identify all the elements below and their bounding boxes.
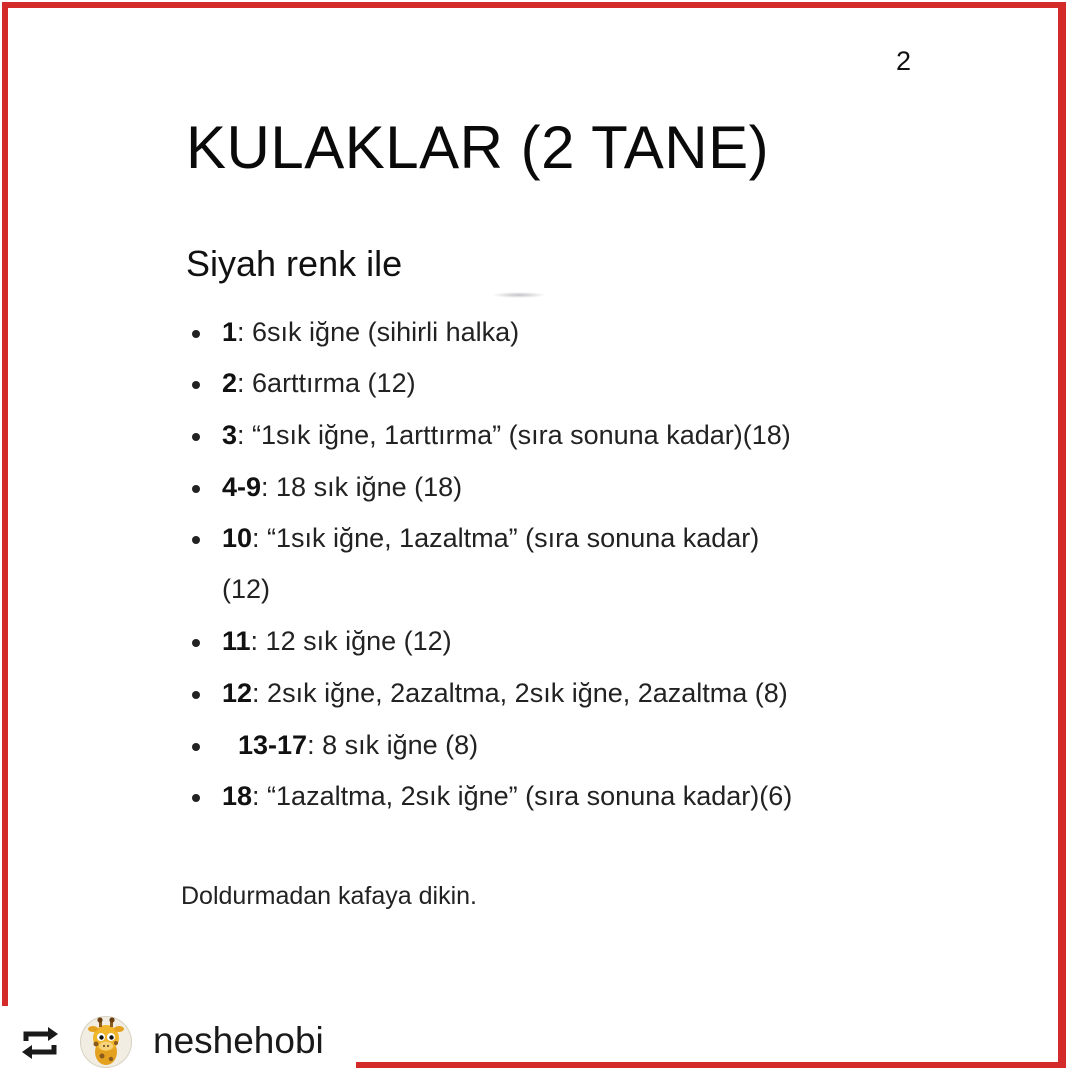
page-number: 2 xyxy=(896,46,912,76)
bullet-icon xyxy=(192,330,200,338)
bullet-icon xyxy=(192,485,200,493)
bullet-icon xyxy=(192,639,200,647)
step-number: 12 xyxy=(222,678,253,708)
bullet-icon xyxy=(192,794,200,802)
bullet-icon xyxy=(192,381,200,389)
step-text: : 12 sık iğne (12) xyxy=(250,626,452,656)
list-item xyxy=(222,678,788,709)
step-text: : 2sık iğne, 2azaltma, 2sık iğne, 2azaltma (8) xyxy=(252,678,788,708)
list-item xyxy=(222,626,452,657)
step-number: 10 xyxy=(222,523,253,553)
giraffe-icon xyxy=(80,1016,132,1068)
step-number: 3 xyxy=(222,420,238,450)
list-item xyxy=(222,523,759,554)
step-text: : “1sık iğne, 1azaltma” (sıra sonuna kadar) xyxy=(252,523,760,553)
bullet-icon xyxy=(192,691,200,699)
step-number: 1 xyxy=(222,317,238,347)
bullet-icon xyxy=(192,433,200,441)
step-text: : 6sık iğne (sihirli halka) xyxy=(237,317,520,347)
repost-icon[interactable] xyxy=(20,1026,60,1060)
closing-note: Doldurmadan kafaya dikin. xyxy=(181,882,477,910)
step-text: : 8 sık iğne (8) xyxy=(307,730,479,760)
bullet-icon xyxy=(192,536,200,544)
step-text-continuation: (12) xyxy=(222,574,271,604)
smudge-mark xyxy=(492,292,546,298)
list-item xyxy=(222,472,462,503)
list-item-continuation xyxy=(222,574,270,605)
giraffe-avatar[interactable] xyxy=(80,1016,132,1068)
step-text: : 6arttırma (12) xyxy=(237,368,416,398)
color-subtitle: Siyah renk ile xyxy=(186,243,403,284)
list-item xyxy=(222,781,792,812)
page-title: KULAKLAR (2 TANE) xyxy=(186,114,770,181)
step-number: 18 xyxy=(222,781,253,811)
step-number: 13-17 xyxy=(238,730,308,760)
bullet-icon xyxy=(192,743,200,751)
step-number: 11 xyxy=(222,626,251,656)
step-number: 4-9 xyxy=(222,472,262,502)
list-item xyxy=(238,730,478,761)
username-link[interactable]: neshehobi xyxy=(153,1020,324,1061)
list-item xyxy=(222,317,519,348)
list-item xyxy=(222,368,416,399)
step-text: : “1azaltma, 2sık iğne” (sıra sonuna kadar)(6) xyxy=(252,781,793,811)
step-text: : “1sık iğne, 1arttırma” (sıra sonuna kadar)(18) xyxy=(237,420,791,450)
step-number: 2 xyxy=(222,368,238,398)
list-item xyxy=(222,420,791,451)
step-text: : 18 sık iğne (18) xyxy=(261,472,463,502)
